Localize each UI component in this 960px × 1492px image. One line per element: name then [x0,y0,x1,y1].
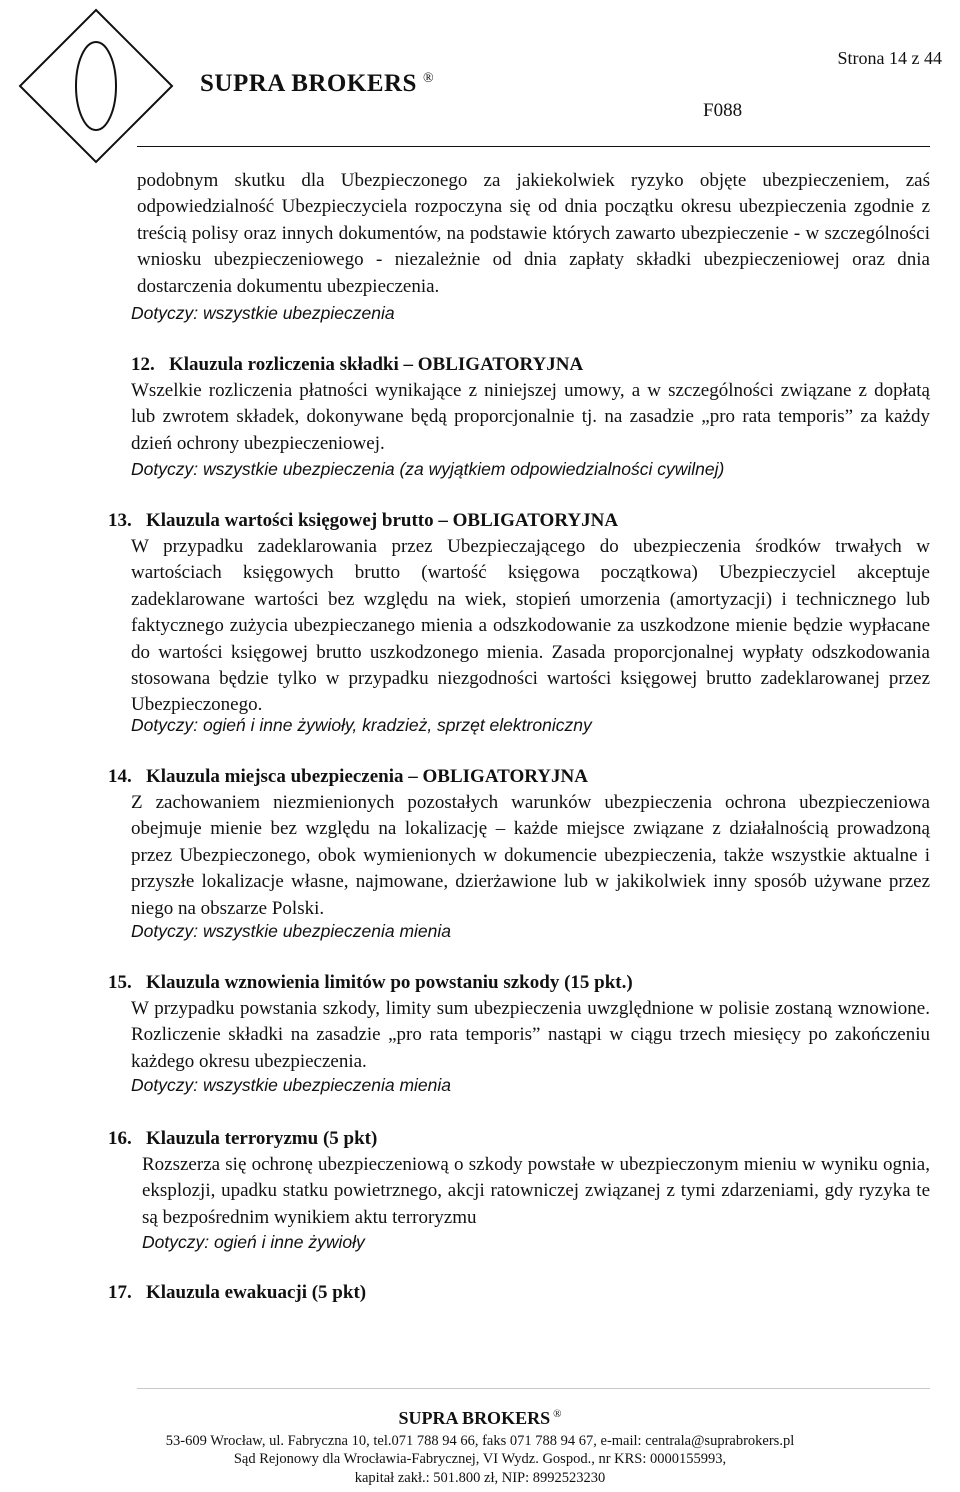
intro-applies: Dotyczy: wszystkie ubezpieczenia [131,303,395,323]
clause-14-heading [108,764,588,790]
clause-13-heading [108,508,618,534]
footer-address: 53-609 Wrocław, ul. Fabryczna 10, tel.071 788 94 66, faks 071 788 94 67, e-mail: centrala@suprabrokers.pl [165,1433,795,1449]
clause-13-body: W przypadku zadeklarowania przez Ubezpieczającego do ubezpieczenia środków trwałych w wartościach księgowych brutto (wartość księgowa początkowa) Ubezpieczyciel akceptuje zadeklarowane wartości bez względu na wiek, stopień umorzenia (amortyzacji) i technicznego lub faktycznego zużycia ubezpieczanego mienia a odszkodowanie za uszkodzone mienie będzie wypłacane do wartości księgowej brutto uszkodzonego mienia. Zasada proporcjonalnej wypłaty odszkodowania stosowana będzie tylko w przypadku niezgodności wartości księgowej brutto zadeklarowanej przez Ubezpieczonego. [131,536,930,716]
clause-16-heading [108,1126,377,1152]
clause-15-applies: Dotyczy: wszystkie ubezpieczenia mienia [131,1075,451,1095]
clause-14-applies: Dotyczy: wszystkie ubezpieczenia mienia [131,921,451,941]
clause-12-heading [131,352,583,378]
clause-13-applies: Dotyczy: ogień i inne żywioły, kradzież, sprzęt elektroniczny [131,715,592,735]
clause-16-applies: Dotyczy: ogień i inne żywioły [142,1232,365,1252]
clause-12-applies: Dotyczy: wszystkie ubezpieczenia (za wyjątkiem odpowiedzialności cywilnej) [131,459,725,479]
header-brand: SUPRA BROKERS ® [200,70,435,97]
clause-title: Klauzula ewakuacji (5 pkt) [146,1282,367,1303]
clause-title: Klauzula wznowienia limitów po powstaniu szkody (15 pkt.) [146,972,633,993]
clause-12-body: Wszelkie rozliczenia płatności wynikające z niniejszej umowy, a w szczególności związane z dopłatą lub zwrotem składek, dokonywane będą proporcjonalnie tj. na zasadzie „pro rata temporis” za każdy dzień ochrony ubezpieczeniowej. [131,380,930,454]
header-divider [137,146,930,147]
footer-brand: SUPRA BROKERS ® [398,1408,562,1428]
clause-number: 12. [131,354,155,375]
clause-title: Klauzula rozliczenia składki – OBLIGATORYJNA [169,354,584,375]
clause-title: Klauzula terroryzmu (5 pkt) [146,1128,378,1149]
form-code: F088 [703,100,743,121]
clause-number: 17. [108,1282,132,1303]
intro-text: podobnym skutku dla Ubezpieczonego za jakiekolwiek ryzyko objęte ubezpieczeniem, zaś odpowiedzialność Ubezpieczyciela rozpoczyna się od dnia początku okresu ubezpieczenia zgodnie z treścią polisy oraz innych dokumentów, na podstawie których zawarto ubezpieczenie - w szczególności wniosku ubezpieczeniowego - niezależnie od dnia zapłaty składki ubezpieczeniowej oraz dnia dostarczenia dokumentu ubezpieczenia. [137,170,930,297]
footer-divider [137,1388,930,1389]
supra-brokers-logo-icon [12,6,176,166]
header-reg-mark: ® [422,70,435,86]
clause-number: 13. [108,510,132,531]
clause-title: Klauzula miejsca ubezpieczenia – OBLIGATORYJNA [146,766,588,787]
page-number: Strona 14 z 44 [837,48,942,68]
footer-capital-nip: kapitał zakł.: 501.800 zł, NIP: 8992523230 [354,1470,606,1486]
footer-reg-mark: ® [553,1408,562,1420]
clause-16-body: Rozszerza się ochronę ubezpieczeniową o szkody powstałe w ubezpieczonym mieniu w wyniku ognia, eksplozji, upadku statku powietrznego, akcji ratowniczej związanej z tymi zdarzeniami, gdy ryzyka te są bezpośrednim wynikiem aktu terroryzmu [142,1154,930,1228]
clause-17-heading [108,1280,366,1306]
clause-15-body: W przypadku powstania szkody, limity sum ubezpieczenia uwzględnione w polisie zostaną wznowione. Rozliczenie składki na zasadzie „pro rata temporis” nastąpi w ciągu trzech miesięcy po zakończeniu każdego okresu ubezpieczenia. [131,998,930,1072]
clause-number: 16. [108,1128,132,1149]
clause-14-body: Z zachowaniem niezmienionych pozostałych warunków ubezpieczenia ochrona ubezpieczeniowa obejmuje mienie bez względu na lokalizację – każde miejsce związane z działalnością prowadzoną przez Ubezpieczonego, obok wymienionych w dokumencie ubezpieczenia, także wszystkie aktualne i przyszłe lokalizacje własne, najmowane, dzierżawione lub w jakikolwiek inny sposób używane przez niego na obszarze Polski. [131,792,930,919]
clause-number: 15. [108,972,132,993]
clause-15-heading [108,970,633,996]
clause-title: Klauzula wartości księgowej brutto – OBLIGATORYJNA [146,510,619,531]
footer-court-registry: Sąd Rejonowy dla Wrocławia-Fabrycznej, VI Wydz. Gospod., nr KRS: 0000155993, [233,1451,727,1467]
clause-number: 14. [108,766,132,787]
